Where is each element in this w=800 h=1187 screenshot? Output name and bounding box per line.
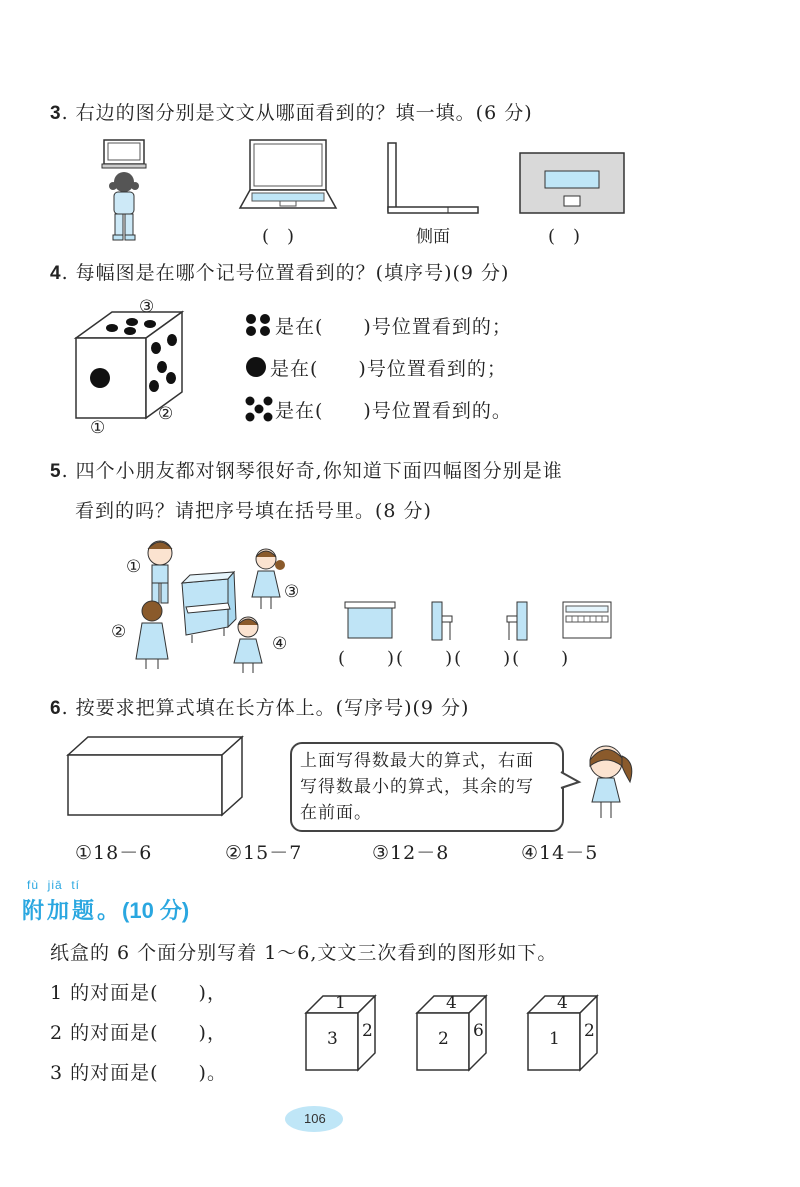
- q3-answer-a[interactable]: ( ): [262, 226, 295, 247]
- cube-2-right: 6: [473, 1021, 484, 1041]
- piano-side-view-left: [430, 602, 456, 642]
- q4-title: 4. 每幅图是在哪个记号位置看到的？(填序号)(9 分): [50, 262, 510, 284]
- cube-3-top: 4: [557, 993, 568, 1013]
- cube-1-right: 2: [362, 1021, 373, 1041]
- cube-2-front: 2: [438, 1029, 449, 1049]
- q4-line-3: 是在( )号位置看到的。: [275, 400, 512, 422]
- q6-title: 6. 按要求把算式填在长方体上。(写序号)(9 分): [50, 697, 470, 719]
- marker-3: ③: [139, 297, 155, 317]
- five-dots-icon: [245, 396, 273, 422]
- dice-cube: [70, 300, 195, 440]
- four-dots-icon: [245, 314, 271, 336]
- bubble-line-2: 写得数最小的算式，其余的写: [300, 777, 534, 797]
- extra-blank-3[interactable]: 3 的对面是( )。: [50, 1062, 227, 1084]
- piano-front-view: [563, 602, 613, 642]
- q3-answer-b[interactable]: ( ): [548, 226, 581, 247]
- q3-side-label: 侧面: [416, 227, 450, 247]
- cuboid: [68, 737, 244, 817]
- extra-title: 附加题。(10 分): [22, 898, 190, 923]
- extra-pinyin: fù jiā tí: [27, 878, 81, 892]
- marker-1: ①: [90, 418, 106, 438]
- option-2: ②15－7: [225, 842, 303, 864]
- marker-2: ②: [158, 404, 174, 424]
- cube-3-front: 1: [549, 1029, 560, 1049]
- extra-intro: 纸盒的 6 个面分别写着 1～6,文文三次看到的图形如下。: [50, 942, 558, 964]
- laptop-front-view: [240, 140, 336, 215]
- child-marker-1: ①: [126, 557, 142, 577]
- piano-side-view-right: [505, 602, 531, 642]
- page-number: 106: [304, 1111, 326, 1126]
- bubble-line-1: 上面写得数最大的算式，右面: [300, 751, 534, 771]
- q4-line-1: 是在( )号位置看到的；: [275, 316, 512, 338]
- cube-2-top: 4: [446, 993, 457, 1013]
- q3-title: 3. 右边的图分别是文文从哪面看到的？填一填。(6 分): [50, 102, 533, 124]
- extra-blank-2[interactable]: 2 的对面是( )，: [50, 1022, 227, 1044]
- cube-3-right: 2: [584, 1021, 595, 1041]
- extra-blank-1[interactable]: 1 的对面是( )，: [50, 982, 227, 1004]
- cube-1-front: 3: [327, 1029, 338, 1049]
- laptop-top-view: [520, 153, 624, 213]
- q5-title-line1: 5. 四个小朋友都对钢琴很好奇,你知道下面四幅图分别是谁: [50, 460, 563, 482]
- cube-1-top: 1: [335, 993, 346, 1013]
- cube-1: [305, 995, 377, 1072]
- option-1: ①18－6: [75, 842, 153, 864]
- one-dot-icon: [245, 356, 267, 378]
- child-marker-4: ④: [272, 634, 288, 654]
- q5-answers[interactable]: ( )( )( )( ): [338, 648, 571, 669]
- child-marker-3: ③: [284, 582, 300, 602]
- piano-back-view: [345, 602, 397, 642]
- laptop-side-view: [388, 143, 480, 215]
- option-4: ④14－5: [521, 842, 599, 864]
- q4-line-2: 是在( )号位置看到的；: [270, 358, 507, 380]
- child-marker-2: ②: [111, 622, 127, 642]
- q5-title-line2: 看到的吗？请把序号填在括号里。(8 分): [75, 500, 432, 522]
- speech-bubble: [290, 742, 564, 832]
- cube-2: [416, 995, 488, 1072]
- girl-behind-laptop-figure: [100, 140, 160, 244]
- bubble-line-3: 在前面。: [300, 803, 372, 823]
- girl-figure: [580, 740, 640, 825]
- option-3: ③12－8: [372, 842, 450, 864]
- cube-3: [527, 995, 599, 1072]
